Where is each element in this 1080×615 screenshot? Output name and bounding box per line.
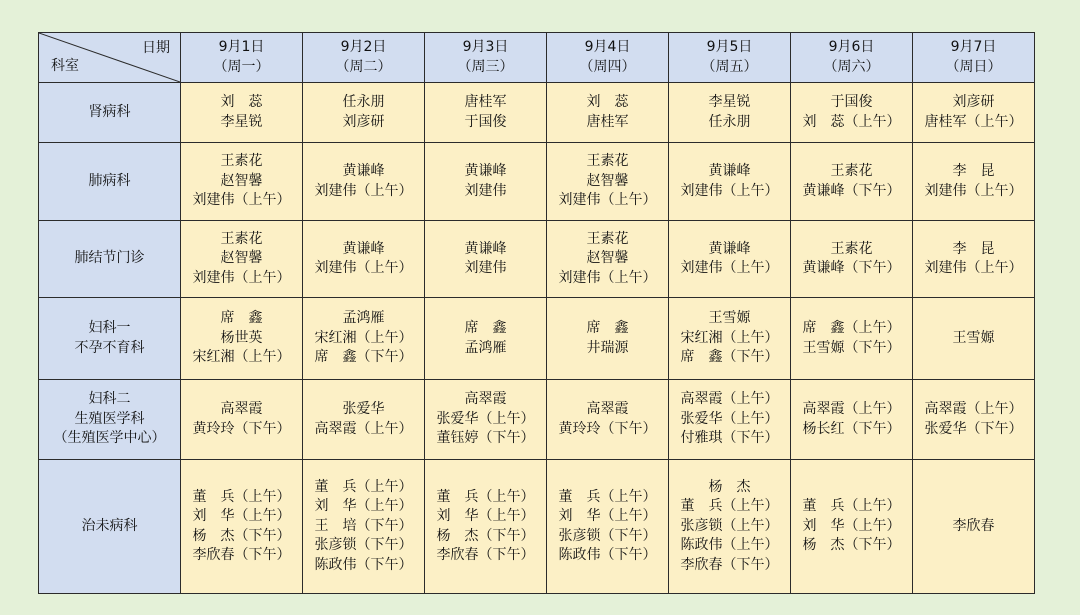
doctor-entry: 王 培（下午） [314,517,413,534]
doctor-entry: 王雪嫄（下午） [802,339,901,356]
schedule-cell [791,380,913,460]
schedule-cell [913,221,1035,298]
doctor-entry: 高翠霞 [586,401,629,417]
doctor-entry: 陈政伟（下午） [314,556,413,573]
doctor-entry: 黄玲玲（下午） [192,420,291,437]
schedule-row [39,298,1035,380]
doctor-entry: 黄谦峰 [464,163,507,179]
schedule-cell [181,143,303,221]
schedule-body [39,83,1035,594]
schedule-table-wrapper [38,32,1035,594]
doctor-entry: 刘建伟（上午） [924,260,1023,276]
day-header [547,33,669,83]
doctor-entry: 高翠霞（上午） [680,391,779,408]
doctor-entry: 张彦锁（上午） [680,517,779,534]
day-weekday: （周三） [457,58,514,75]
doctor-entry: 李欣春（下午） [680,556,779,573]
schedule-row [39,221,1035,298]
schedule-cell [669,298,791,380]
doctor-entry: 付雅琪（下午） [680,430,779,447]
day-date: 9月6日 [828,39,875,55]
schedule-cell [791,143,913,221]
schedule-cell [425,83,547,143]
doctor-entry: 董钰婷（下午） [436,430,535,447]
doctor-entry: 刘 蕊（上午） [802,113,901,130]
doctor-entry: 王素花 [220,153,263,170]
schedule-cell [425,380,547,460]
schedule-row [39,460,1035,594]
schedule-cell [669,380,791,460]
doctor-entry: 杨长红（下午） [802,420,901,437]
day-header [425,33,547,83]
doctor-entry: 张爱华（下午） [924,420,1023,437]
day-date: 9月7日 [950,39,997,55]
department-name-line: 妇科二 [88,391,131,408]
doctor-entry: 高翠霞 [464,391,507,408]
doctor-entry: 杨 杰（下午） [192,527,291,544]
doctor-entry: 刘建伟（上午） [314,182,413,199]
doctor-entry: 任永朋 [342,94,385,110]
schedule-cell [791,460,913,594]
doctor-entry: 杨 杰（下午） [802,537,901,554]
department-cell [39,221,181,298]
day-weekday: （周六） [823,58,880,75]
day-weekday: （周二） [335,58,392,75]
doctor-entry: 赵智馨 [220,172,263,189]
schedule-row [39,83,1035,143]
schedule-cell [547,143,669,221]
doctor-entry: 刘 蕊 [220,94,263,110]
doctor-entry: 李欣春 [952,517,995,534]
doctor-entry: 刘彦研 [952,94,995,110]
doctor-entry: 黄谦峰 [708,163,751,179]
doctor-entry: 王素花 [830,163,873,179]
department-cell [39,298,181,380]
doctor-entry: 席 鑫（下午） [314,349,413,366]
doctor-entry: 董 兵（上午） [558,488,657,505]
schedule-cell [181,380,303,460]
doctor-entry: 王雪嫄 [708,310,751,327]
doctor-entry: 刘 蕊 [586,94,629,110]
doctor-entry: 刘建伟（上午） [558,269,657,286]
schedule-cell [303,298,425,380]
doctor-entry: 席 鑫 [220,310,263,327]
schedule-cell [791,83,913,143]
doctor-entry: 张彦锁（下午） [314,537,413,554]
day-date: 9月5日 [706,39,753,55]
schedule-cell [913,460,1035,594]
schedule-cell [547,298,669,380]
department-cell [39,380,181,460]
doctor-entry: 黄谦峰 [342,240,385,257]
doctor-entry: 董 兵（上午） [192,488,291,505]
schedule-cell [303,221,425,298]
schedule-cell [425,221,547,298]
department-cell [39,460,181,594]
doctor-entry: 任永朋 [708,113,751,130]
doctor-entry: 赵智馨 [586,172,629,189]
schedule-cell [303,460,425,594]
day-header [669,33,791,83]
doctor-entry: 刘建伟（上午） [680,260,779,276]
day-header [303,33,425,83]
doctor-entry: 董 兵（上午） [802,498,901,515]
header-corner-cell [39,33,181,83]
doctor-entry: 张爱华（上午） [436,410,535,427]
doctor-entry: 杨 杰 [708,478,751,495]
day-header [181,33,303,83]
schedule-cell [913,380,1035,460]
doctor-entry: 孟鸿雁 [342,310,385,327]
day-date: 9月2日 [340,39,387,55]
day-weekday: （周四） [579,58,636,75]
day-header [791,33,913,83]
doctor-entry: 李欣春（下午） [192,547,291,563]
schedule-cell [547,380,669,460]
schedule-row [39,143,1035,221]
doctor-entry: 刘建伟（上午） [192,192,291,209]
doctor-entry: 宋红湘（上午） [192,349,291,366]
schedule-cell [181,83,303,143]
doctor-entry: 刘建伟（上午） [680,182,779,199]
doctor-entry: 张爱华（上午） [680,410,779,427]
schedule-row [39,380,1035,460]
doctor-entry: 唐桂军 [586,113,629,130]
doctor-entry: 李欣春（下午） [436,547,535,563]
department-name-line: 肺结节门诊 [74,250,145,267]
doctor-entry: 李 昆 [952,163,995,179]
doctor-entry: 黄谦峰 [708,240,751,257]
doctor-entry: 董 兵（上午） [436,488,535,505]
doctor-entry: 陈政伟（下午） [558,547,657,563]
day-date: 9月4日 [584,39,631,55]
doctor-entry: 高翠霞（上午） [924,401,1023,417]
schedule-cell [303,143,425,221]
schedule-cell [425,460,547,594]
doctor-entry: 宋红湘（上午） [314,329,413,346]
doctor-entry: 高翠霞（上午） [802,401,901,417]
doctor-entry: 赵智馨 [220,250,263,267]
doctor-entry: 宋红湘（上午） [680,329,779,346]
department-name-line: 生殖医学科 [74,410,145,427]
header-row [39,33,1035,83]
doctor-entry: 孟鸿雁 [464,339,507,356]
doctor-entry: 唐桂军 [464,94,507,110]
doctor-entry: 刘建伟（上午） [924,182,1023,199]
doctor-entry: 陈政伟（上午） [680,537,779,554]
doctor-entry: 李星锐 [708,94,751,110]
doctor-entry: 席 鑫（下午） [680,349,779,366]
doctor-entry: 王素花 [830,240,873,257]
doctor-entry: 李星锐 [220,113,263,130]
doctor-entry: 高翠霞（上午） [314,420,413,437]
doctor-entry: 刘建伟（上午） [314,260,413,276]
doctor-entry: 刘 华（上午） [558,508,657,524]
doctor-entry: 刘建伟 [464,260,507,276]
corner-dept-label: 科室 [51,57,79,74]
doctor-entry: 刘 华（上午） [436,508,535,524]
schedule-cell [303,83,425,143]
department-cell [39,83,181,143]
schedule-cell [669,221,791,298]
doctor-entry: 席 鑫（上午） [802,320,901,336]
doctor-entry: 李 昆 [952,240,995,257]
doctor-entry: 黄谦峰 [464,240,507,257]
schedule-cell [913,298,1035,380]
doctor-entry: 刘 华（上午） [314,498,413,515]
doctor-entry: 王雪嫄 [952,329,995,346]
day-weekday: （周日） [945,58,1002,75]
corner-date-label: 日期 [142,40,170,56]
doctor-entry: 张彦锁（下午） [558,527,657,544]
doctor-entry: 唐桂军（上午） [924,113,1023,130]
department-name-line: 肾病科 [88,103,131,120]
doctor-entry: 黄谦峰（下午） [802,260,901,276]
doctor-entry: 杨世英 [220,329,263,346]
schedule-table [38,32,1035,594]
doctor-entry: 董 兵（上午） [680,498,779,515]
department-cell [39,143,181,221]
schedule-cell [547,221,669,298]
doctor-entry: 王素花 [586,153,629,170]
department-name-line: 治未病科 [81,517,138,534]
schedule-cell [425,143,547,221]
doctor-entry: 刘建伟（上午） [192,269,291,286]
day-date: 9月3日 [462,39,509,55]
schedule-cell [791,298,913,380]
doctor-entry: 王素花 [220,230,263,247]
doctor-entry: 刘彦研 [342,113,385,130]
schedule-cell [669,143,791,221]
department-name-line: （生殖医学中心） [53,430,166,447]
department-name-line: 肺病科 [88,172,131,189]
doctor-entry: 刘 华（上午） [802,517,901,534]
schedule-cell [181,460,303,594]
doctor-entry: 黄谦峰（下午） [802,182,901,199]
schedule-cell [181,298,303,380]
schedule-cell [669,460,791,594]
schedule-cell [181,221,303,298]
doctor-entry: 杨 杰（下午） [436,527,535,544]
doctor-entry: 王素花 [586,230,629,247]
schedule-cell [791,221,913,298]
doctor-entry: 席 鑫 [464,320,507,336]
doctor-entry: 于国俊 [464,113,507,130]
doctor-entry: 井瑞源 [586,339,629,356]
doctor-entry: 刘建伟 [464,182,507,199]
doctor-entry: 刘 华（上午） [192,508,291,524]
schedule-cell [547,83,669,143]
day-header [913,33,1035,83]
doctor-entry: 于国俊 [830,94,873,110]
doctor-entry: 董 兵（上午） [314,478,413,495]
schedule-cell [669,83,791,143]
doctor-entry: 黄玲玲（下午） [558,420,657,437]
schedule-cell [425,298,547,380]
doctor-entry: 张爱华 [342,401,385,417]
day-date: 9月1日 [218,39,265,55]
day-weekday: （周五） [701,58,758,75]
doctor-entry: 赵智馨 [586,250,629,267]
doctor-entry: 刘建伟（上午） [558,192,657,209]
schedule-cell [913,143,1035,221]
day-weekday: （周一） [213,58,270,75]
schedule-cell [547,460,669,594]
doctor-entry: 席 鑫 [586,320,629,336]
department-name-line: 不孕不育科 [74,339,145,356]
doctor-entry: 黄谦峰 [342,163,385,179]
department-name-line: 妇科一 [88,320,131,336]
doctor-entry: 高翠霞 [220,401,263,417]
schedule-cell [913,83,1035,143]
schedule-cell [303,380,425,460]
